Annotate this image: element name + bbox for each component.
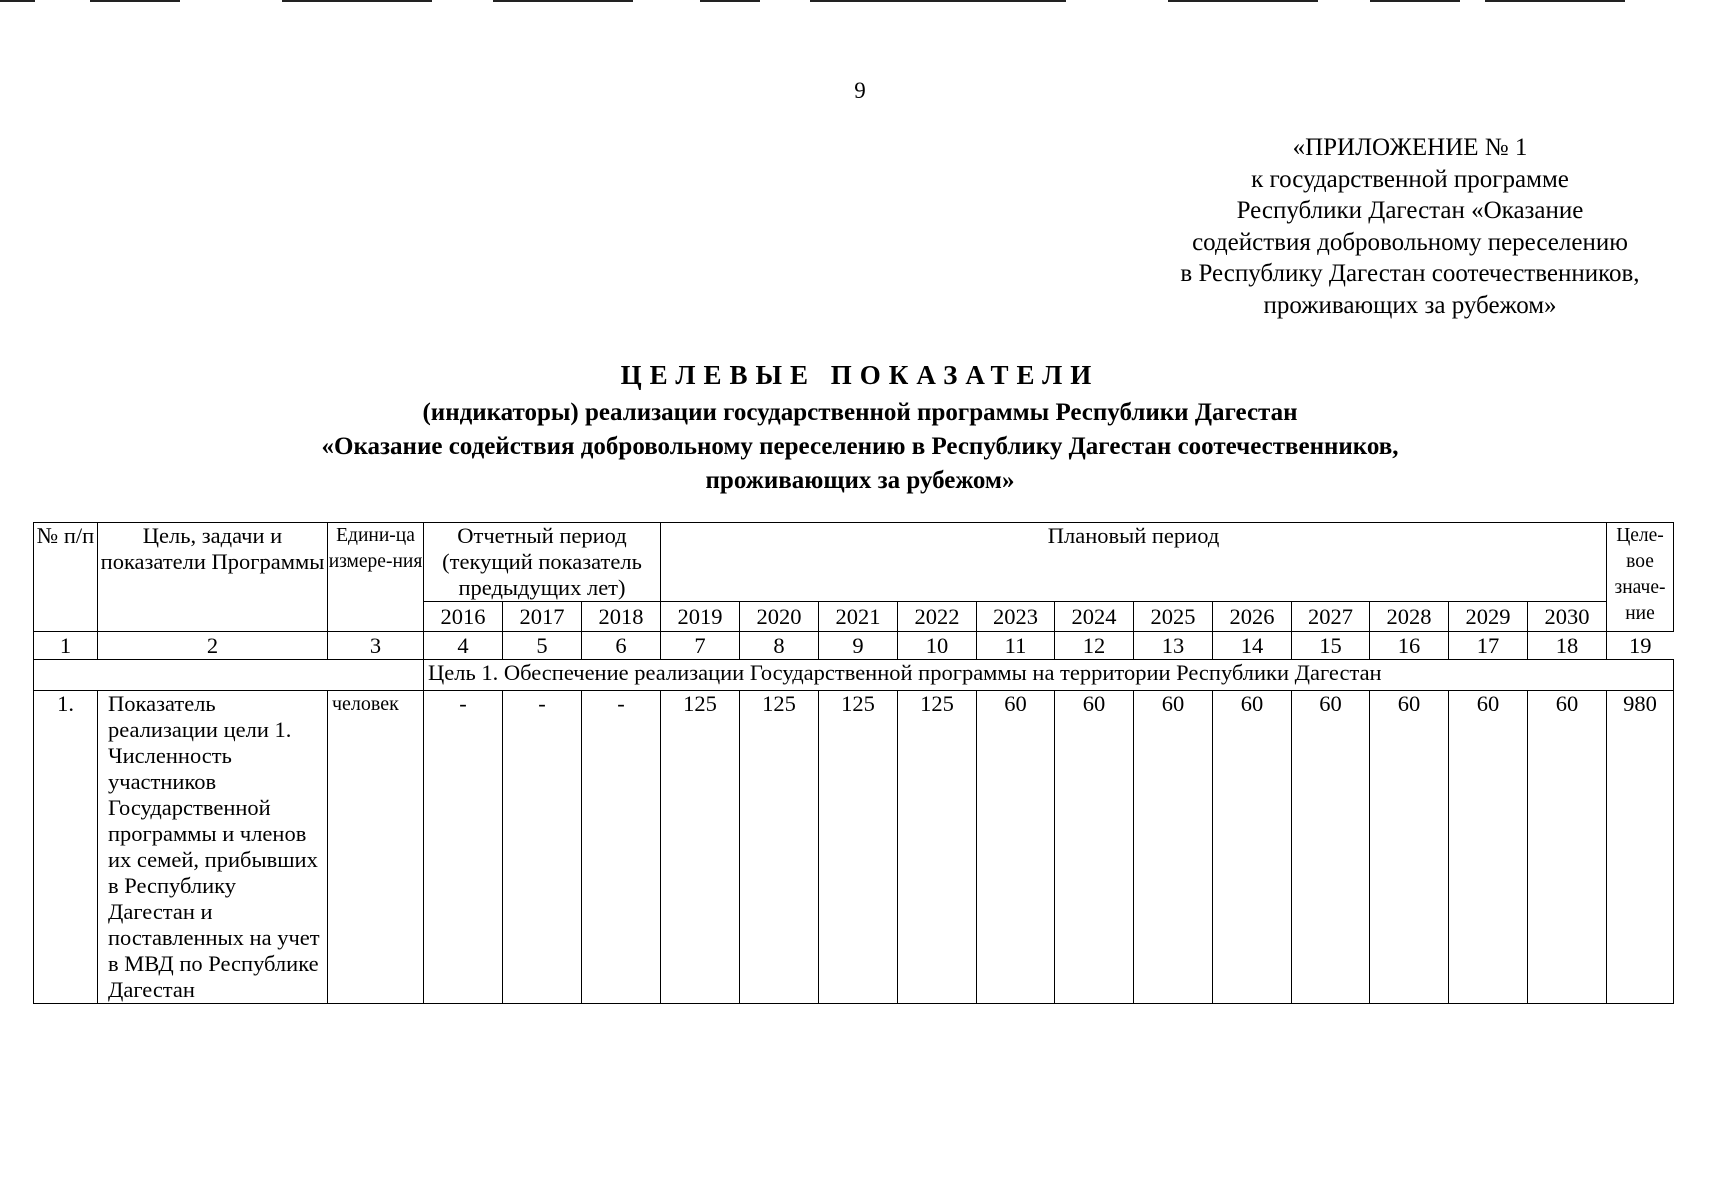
- plan-year: 2030: [1528, 602, 1607, 632]
- column-number: 1: [34, 632, 98, 660]
- top-edge-rule: [1485, 0, 1625, 2]
- value-cell: 60: [1370, 691, 1449, 1004]
- plan-year: 2019: [661, 602, 740, 632]
- header-num: № п/п: [34, 523, 98, 632]
- target-value-cell: 980: [1607, 691, 1674, 1004]
- indicators-table: [33, 522, 1674, 1004]
- appendix-line: в Республику Дагестан соотечественников,: [1180, 260, 1640, 288]
- column-number: 11: [977, 632, 1055, 660]
- plan-year: 2020: [740, 602, 819, 632]
- header-plan-period: Плановый период: [661, 523, 1607, 602]
- document-subtitle: [0, 396, 1710, 498]
- plan-year: 2027: [1292, 602, 1370, 632]
- header-goal: Цель, задачи и показатели Программы: [98, 523, 328, 632]
- top-edge-rule: [1370, 0, 1460, 2]
- value-cell: 60: [977, 691, 1055, 1004]
- column-number: 10: [898, 632, 977, 660]
- header-unit: Едини-ца измере-ния: [328, 523, 424, 632]
- table-row: [34, 691, 1674, 1004]
- report-year: 2018: [582, 602, 661, 632]
- plan-year: 2026: [1213, 602, 1292, 632]
- column-number: 5: [503, 632, 582, 660]
- value-cell: -: [582, 691, 661, 1004]
- value-cell: 125: [661, 691, 740, 1004]
- column-number: 8: [740, 632, 819, 660]
- column-number: 3: [328, 632, 424, 660]
- header-report-period: Отчетный период (текущий показатель предыдущих лет): [424, 523, 661, 602]
- value-cell: 60: [1134, 691, 1213, 1004]
- report-year: 2017: [503, 602, 582, 632]
- plan-year: 2028: [1370, 602, 1449, 632]
- column-number: 2: [98, 632, 328, 660]
- value-cell: 60: [1213, 691, 1292, 1004]
- appendix-line: проживающих за рубежом»: [1263, 291, 1557, 319]
- subtitle-line: «Оказание содействия добровольному переселению в Республику Дагестан соотечественников,: [321, 433, 1399, 460]
- value-cell: 60: [1055, 691, 1134, 1004]
- top-edge-rule: [90, 0, 180, 2]
- column-number: 7: [661, 632, 740, 660]
- top-edge-rule: [493, 0, 633, 2]
- value-cell: -: [424, 691, 503, 1004]
- value-cell: 125: [819, 691, 898, 1004]
- column-number: 15: [1292, 632, 1370, 660]
- appendix-line: Республики Дагестан «Оказание: [1236, 197, 1584, 225]
- column-number: 16: [1370, 632, 1449, 660]
- top-edge-rule: [282, 0, 432, 2]
- value-cell: -: [503, 691, 582, 1004]
- subtitle-line: (индикаторы) реализации государственной программы Республики Дагестан: [422, 399, 1298, 426]
- column-number: 13: [1134, 632, 1213, 660]
- column-number: 12: [1055, 632, 1134, 660]
- column-number: 17: [1449, 632, 1528, 660]
- top-edge-rule: [700, 0, 760, 2]
- appendix-line: содействия добровольному переселению: [1192, 228, 1628, 256]
- indicator-unit: человек: [328, 691, 424, 1004]
- value-cell: 60: [1528, 691, 1607, 1004]
- value-cell: 125: [898, 691, 977, 1004]
- plan-year: 2023: [977, 602, 1055, 632]
- row-number: 1.: [34, 691, 98, 1004]
- plan-year: 2025: [1134, 602, 1213, 632]
- report-year: 2016: [424, 602, 503, 632]
- column-number: 6: [582, 632, 661, 660]
- value-cell: 125: [740, 691, 819, 1004]
- page-number: 9: [854, 78, 866, 103]
- column-number: 4: [424, 632, 503, 660]
- value-cell: 60: [1292, 691, 1370, 1004]
- column-number: 9: [819, 632, 898, 660]
- top-edge-rule: [1168, 0, 1318, 2]
- header-target-value: Целе-вое значе-ние: [1607, 523, 1674, 632]
- column-number: 14: [1213, 632, 1292, 660]
- column-number: 19: [1607, 632, 1674, 660]
- top-edge-rule: [0, 0, 35, 2]
- plan-year: 2029: [1449, 602, 1528, 632]
- top-edge-rule: [810, 0, 1066, 2]
- appendix-line: «ПРИЛОЖЕНИЕ № 1: [1292, 134, 1528, 161]
- column-number: 18: [1528, 632, 1607, 660]
- indicator-description: Показатель реализации цели 1. Численность участников Государственной программы и членов их семей, прибывших в Республику Дагестан и поставленных на учет в МВД по Республике Дагестан: [98, 691, 328, 1004]
- value-cell: 60: [1449, 691, 1528, 1004]
- plan-year: 2022: [898, 602, 977, 632]
- plan-year: 2021: [819, 602, 898, 632]
- subtitle-line: проживающих за рубежом»: [705, 467, 1015, 494]
- goal-heading: Цель 1. Обеспечение реализации Государственной программы на территории Республики Дагестан: [424, 660, 1674, 691]
- appendix-block: [1130, 132, 1690, 322]
- document-title: ЦЕЛЕВЫЕ ПОКАЗАТЕЛИ: [620, 360, 1100, 390]
- appendix-line: к государственной программе: [1251, 165, 1569, 193]
- plan-year: 2024: [1055, 602, 1134, 632]
